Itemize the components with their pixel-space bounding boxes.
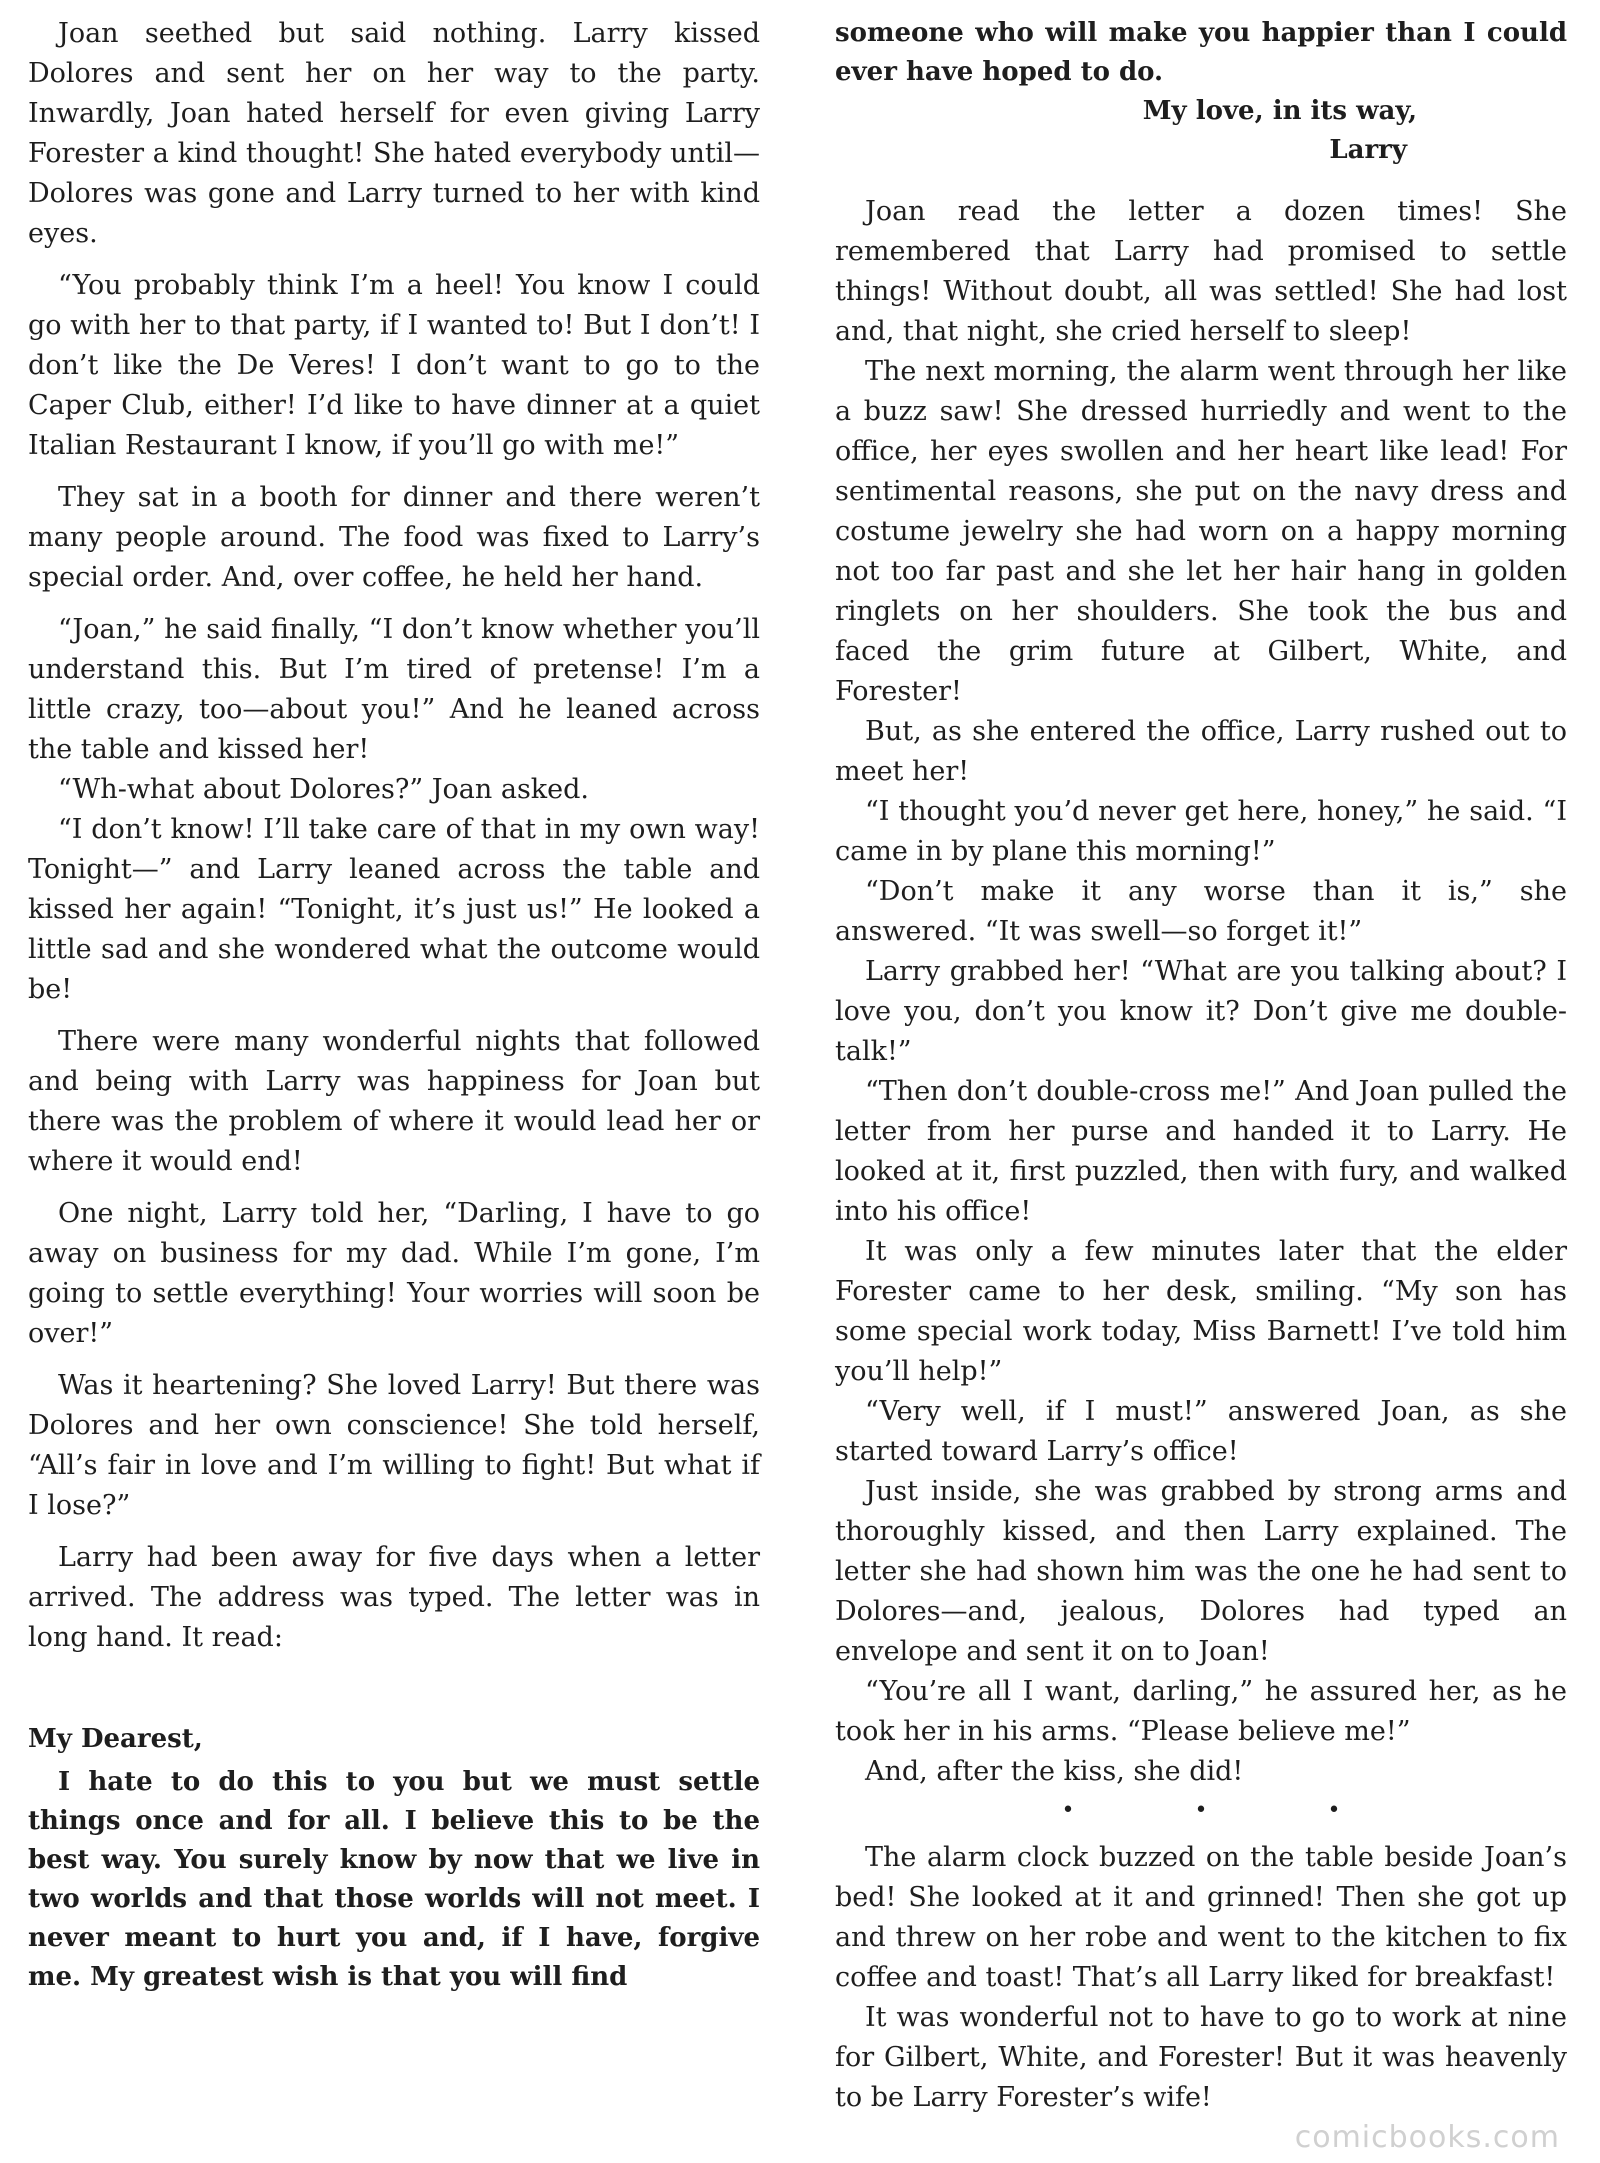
bullet-icon: • bbox=[1327, 1798, 1341, 1823]
story-paragraph: “Very well, if I must!” answered Joan, as she started toward Larry’s office! bbox=[835, 1396, 1567, 1467]
letter-body: I hate to do this to you but we must settle things once and for all. I believe this to be the best way. You surely know by now that we live in two worlds and that those worlds will not meet. I never meant to hurt you and, if I have, forgive me. My greatest wish is that you will find bbox=[28, 1767, 760, 1992]
story-paragraph: The next morning, the alarm went through her like a buzz saw! She dressed hurriedly and went to the office, her eyes swollen and her heart like lead! For sentimental reasons, she put on the navy dress and costume jewelry she had worn on a happy morning not too far past and she let her hair hang in golden ringlets on her shoulders. She took the bus and faced the grim future at Gilbert, White, and Forester! bbox=[835, 356, 1567, 707]
story-paragraph: “Joan,” he said finally, “I don’t know whether you’ll understand this. But I’m tired of pretense! I’m a little crazy, too—about you!” And he leaned across the table and kissed her! bbox=[28, 614, 760, 765]
story-paragraph: But, as she entered the office, Larry rushed out to meet her! bbox=[835, 716, 1567, 787]
story-paragraph: They sat in a booth for dinner and there weren’t many people around. The food was fixed to Larry’s special order. And, over coffee, he held her hand. bbox=[28, 482, 760, 593]
story-paragraph: Joan read the letter a dozen times! She remembered that Larry had promised to settle things! Without doubt, all was settled! She had lost and, that night, she cried herself to sleep! bbox=[835, 196, 1567, 347]
site-watermark: comicbooks.com bbox=[1294, 2120, 1560, 2155]
story-paragraph: One night, Larry told her, “Darling, I have to go away on business for my dad. While I’m gone, I’m going to settle everything! Your worries will soon be over!” bbox=[28, 1198, 760, 1349]
story-paragraph: And, after the kiss, she did! bbox=[865, 1756, 1244, 1787]
section-break bbox=[835, 1794, 1567, 1828]
story-paragraph: Larry had been away for five days when a letter arrived. The address was typed. The letter was in long hand. It read: bbox=[28, 1542, 760, 1653]
story-paragraph: Larry grabbed her! “What are you talking about? I love you, don’t you know it? Don’t give me double-talk!” bbox=[835, 956, 1567, 1067]
left-column bbox=[28, 14, 760, 1997]
bullet-icon: • bbox=[1061, 1798, 1075, 1823]
letter-signature: Larry bbox=[1329, 135, 1407, 165]
story-paragraph: “Wh-what about Dolores?” Joan asked. bbox=[58, 774, 590, 805]
letter-continuation: someone who will make you happier than I could ever have hoped to do. bbox=[835, 18, 1567, 87]
story-paragraph: “Then don’t double-cross me!” And Joan pulled the letter from her purse and handed it to Larry. He looked at it, first puzzled, then with fury, and walked into his office! bbox=[835, 1076, 1567, 1227]
letter-closing: My love, in its way, bbox=[1142, 96, 1417, 126]
right-column bbox=[835, 14, 1567, 2118]
story-paragraph: “I don’t know! I’ll take care of that in my own way! Tonight—” and Larry leaned across the table and kissed her again! “Tonight, it’s just us!” He looked a little sad and she wondered what the outcome would be! bbox=[28, 814, 760, 1005]
story-paragraph: “Don’t make it any worse than it is,” she answered. “It was swell—so forget it!” bbox=[835, 876, 1567, 947]
story-paragraph: “You probably think I’m a heel! You know I could go with her to that party, if I wanted to! But I don’t! I don’t like the De Veres! I don’t want to go to the Caper Club, either! I’d like to have dinner at a quiet Italian Restaurant I know, if you’ll go with me!” bbox=[28, 270, 760, 461]
story-paragraph: Was it heartening? She loved Larry! But there was Dolores and her own conscience! She told herself, “All’s fair in love and I’m willing to fight! But what if I lose?” bbox=[28, 1370, 760, 1521]
story-paragraph: There were many wonderful nights that followed and being with Larry was happiness for Joan but there was the problem of where it would lead her or where it would end! bbox=[28, 1026, 760, 1177]
story-paragraph: Just inside, she was grabbed by strong arms and thoroughly kissed, and then Larry explained. The letter she had shown him was the one he had sent to Dolores—and, jealous, Dolores had typed an envelope and sent it on to Joan! bbox=[835, 1476, 1567, 1667]
story-paragraph: It was only a few minutes later that the elder Forester came to her desk, smiling. “My son has some special work today, Miss Barnett! I’ve told him you’ll help!” bbox=[835, 1236, 1567, 1387]
bullet-icon: • bbox=[1194, 1798, 1208, 1823]
story-paragraph: The alarm clock buzzed on the table beside Joan’s bed! She looked at it and grinned! Then she got up and threw on her robe and went to the kitchen to fix coffee and toast! That’s all Larry liked for breakfast! bbox=[835, 1842, 1567, 1993]
story-paragraph: Joan seethed but said nothing. Larry kissed Dolores and sent her on her way to the party. Inwardly, Joan hated herself for even giving Larry Forester a kind thought! She hated everybody until—Dolores was gone and Larry turned to her with kind eyes. bbox=[28, 18, 760, 249]
story-paragraph: “You’re all I want, darling,” he assured her, as he took her in his arms. “Please believe me!” bbox=[835, 1676, 1567, 1747]
story-paragraph: It was wonderful not to have to go to work at nine for Gilbert, White, and Forester! But it was heavenly to be Larry Forester’s wife! bbox=[835, 2002, 1567, 2113]
letter-salutation: My Dearest, bbox=[28, 1724, 203, 1754]
story-paragraph: “I thought you’d never get here, honey,” he said. “I came in by plane this morning!” bbox=[835, 796, 1567, 867]
